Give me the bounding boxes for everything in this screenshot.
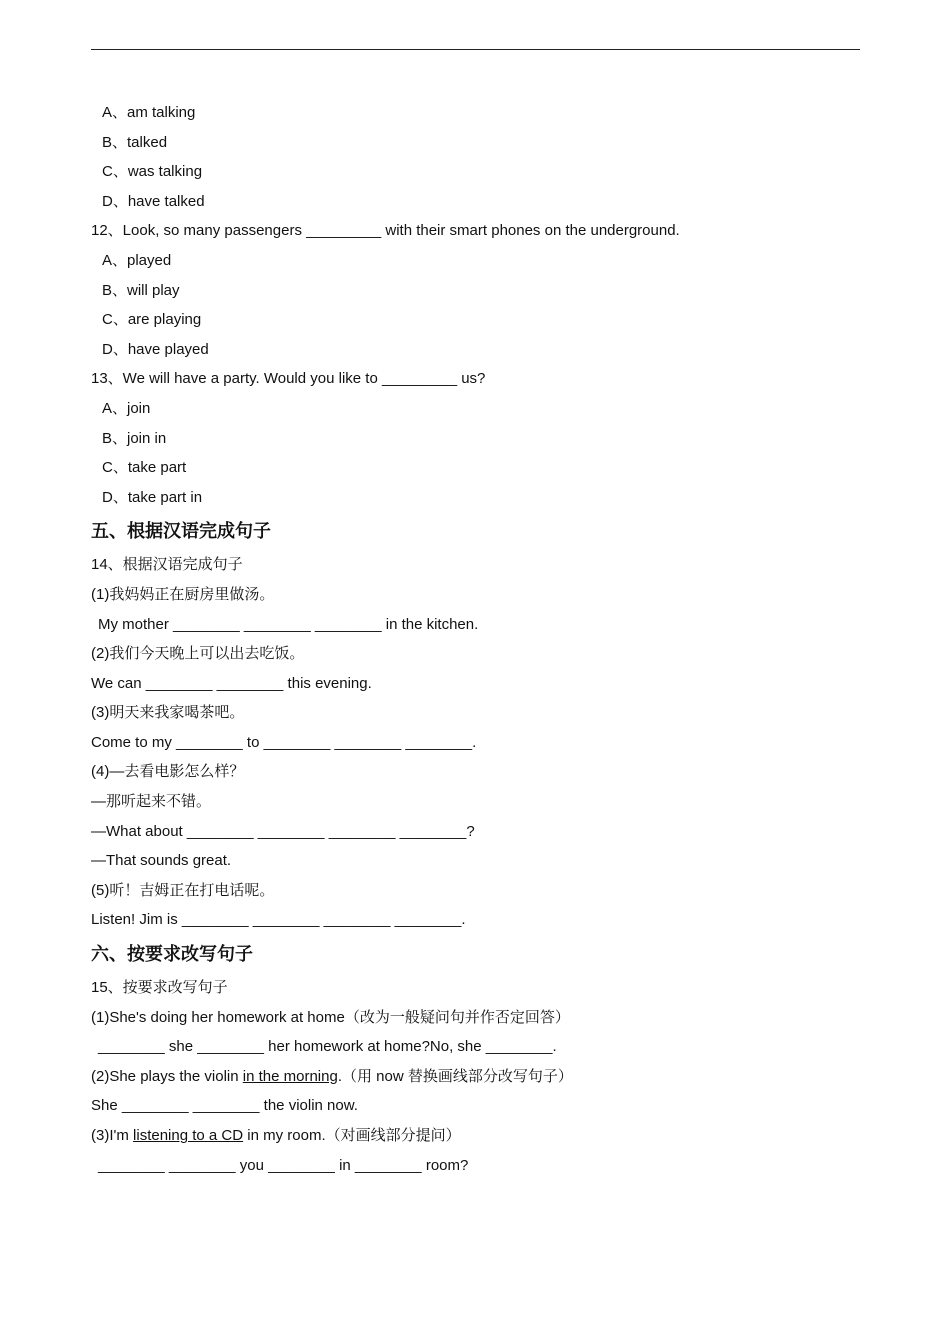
q15-1-prompt: (1)She's doing her homework at home（改为一般疑问句并作否定回答） bbox=[91, 1008, 570, 1026]
q14-1-answer: My mother ________ ________ ________ in the kitchen. bbox=[98, 615, 479, 633]
q13-option-c: C、take part bbox=[102, 459, 187, 477]
q14-2-prompt: (2)我们今天晚上可以出去吃饭。 bbox=[91, 645, 305, 663]
header-rule bbox=[91, 49, 860, 50]
q15-2-prompt-end: .（用 now 替换画线部分改写句子） bbox=[337, 1067, 573, 1085]
q13-option-b: B、join in bbox=[102, 429, 167, 447]
q12-option-c: C、are playing bbox=[102, 311, 202, 329]
q12-option-d: D、have played bbox=[102, 340, 209, 358]
q13-option-d: D、take part in bbox=[102, 488, 203, 506]
q15-3-prompt bbox=[91, 1121, 860, 1151]
q14-4-answer-a: —What about ________ ________ ________ ________? bbox=[91, 822, 475, 840]
q12-option-a: A、played bbox=[102, 251, 172, 269]
q14-5-answer: Listen! Jim is ________ ________ ________ ________. bbox=[91, 911, 466, 929]
q14-title: 14、根据汉语完成句子 bbox=[91, 556, 243, 574]
q15-2-answer: She ________ ________ the violin now. bbox=[91, 1097, 358, 1115]
document-body bbox=[91, 98, 860, 1180]
q15-3-underlined-phrase: listening to a CD bbox=[133, 1127, 244, 1144]
q14-2-answer: We can ________ ________ this evening. bbox=[91, 674, 372, 692]
q15-1-answer: ________ she ________ her homework at home?No, she ________. bbox=[98, 1038, 557, 1056]
q15-2-underlined-phrase: in the morning bbox=[242, 1067, 338, 1085]
section-6-heading: 六、按要求改写句子 bbox=[91, 944, 253, 966]
q14-4-answer-b: —That sounds great. bbox=[91, 852, 232, 870]
q15-2-prompt-start: (2)She plays the violin bbox=[91, 1067, 243, 1085]
q14-3-prompt: (3)明天来我家喝茶吧。 bbox=[91, 704, 245, 722]
q11-option-a: A、am talking bbox=[102, 104, 196, 121]
q13-question: 13、We will have a party. Would you like to _________ us? bbox=[91, 370, 486, 388]
q11-option-c: C、was talking bbox=[102, 163, 203, 181]
q15-2-prompt bbox=[91, 1062, 860, 1092]
q13-option-a: A、join bbox=[102, 399, 151, 417]
q15-title: 15、按要求改写句子 bbox=[91, 979, 228, 997]
q14-4-prompt-b: —那听起来不错。 bbox=[91, 793, 212, 811]
q15-3-prompt-start: (3)I'm bbox=[91, 1127, 134, 1144]
q15-3-prompt-end: in my room.（对画线部分提问） bbox=[243, 1127, 461, 1144]
q12-option-b: B、will play bbox=[102, 281, 180, 299]
q11-option-b: B、talked bbox=[102, 133, 168, 151]
q14-4-prompt-a: (4)—去看电影怎么样？ bbox=[91, 763, 245, 781]
q12-question: 12、Look, so many passengers _________ with their smart phones on the underground. bbox=[91, 222, 680, 240]
q11-option-d: D、have talked bbox=[102, 192, 205, 210]
q14-5-prompt: (5)听！吉姆正在打电话呢。 bbox=[91, 881, 275, 899]
q14-3-answer: Come to my ________ to ________ ________ ________. bbox=[91, 733, 477, 751]
q14-1-prompt: (1)我妈妈正在厨房里做汤。 bbox=[91, 585, 275, 603]
section-5-heading: 五、根据汉语完成句子 bbox=[91, 521, 271, 543]
q15-3-answer: ________ ________ you ________ in ________ room? bbox=[98, 1156, 469, 1174]
